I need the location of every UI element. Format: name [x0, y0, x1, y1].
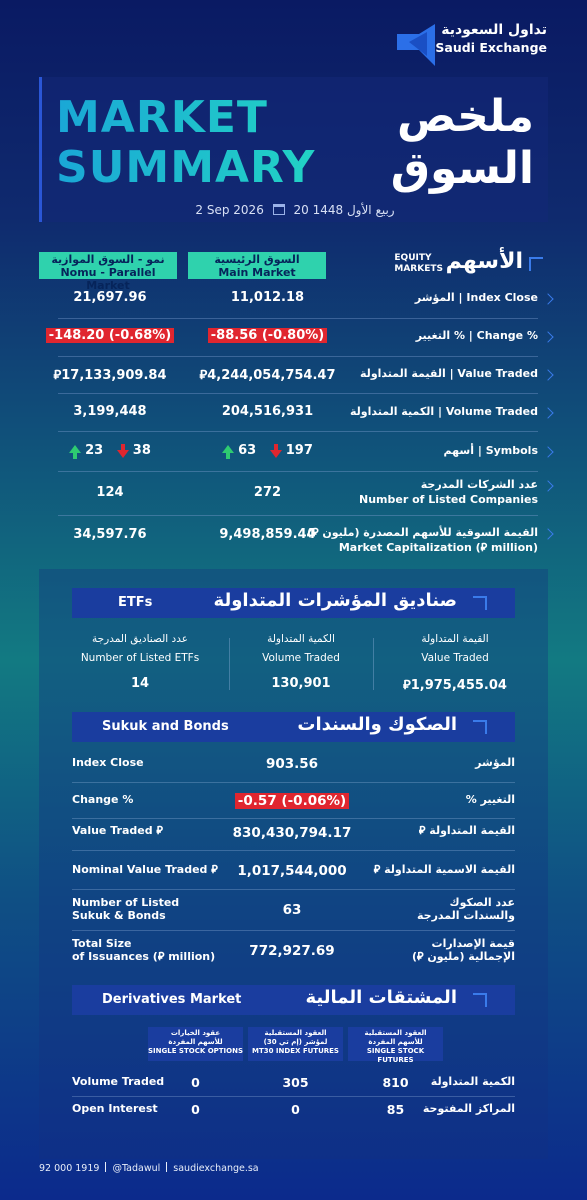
sukuk-issuances-en-l1: Total Size: [72, 937, 132, 950]
main-change-value: [190, 328, 345, 343]
nomu-volume: 3,199,448: [73, 404, 147, 419]
equity-row-listed: [58, 472, 538, 516]
etf-col-listed: [70, 633, 210, 691]
arrow-up-icon: [69, 445, 81, 453]
bullet-icon: [542, 446, 553, 457]
equity-row-symbols: [58, 432, 538, 472]
footer-social[interactable]: @Tadawul: [112, 1163, 161, 1174]
main-symbols: [190, 443, 345, 458]
sukuk-value-traded-en: Value Traded ⃁: [72, 824, 163, 837]
sukuk-listed-en-l1: Number of Listed: [72, 896, 180, 909]
deriv-volume-mt30: 305: [282, 1075, 309, 1090]
sukuk-nominal-value: 1,017,544,000: [237, 863, 347, 879]
deriv-oi-mt30: 0: [291, 1102, 300, 1117]
sukuk-listed-ar-l2: والسندات المدرجة: [417, 909, 515, 922]
sukuk-row-value-traded: [72, 824, 515, 844]
nomu-value-traded: ⃁17,133,909.84: [53, 368, 167, 383]
sukuk-listed-en: [72, 896, 179, 922]
brand-name-en: Saudi Exchange: [435, 40, 547, 55]
equity-title-en-l1: EQUITY: [394, 253, 432, 263]
nomu-change-value: [40, 328, 180, 343]
title-panel: [39, 77, 548, 222]
etfs-title-en: ETFs: [118, 595, 153, 610]
etfs-title-bar: [72, 588, 515, 618]
sukuk-issuances-ar-l2: الإجمالية (مليون ⃁): [411, 950, 515, 963]
sukuk-title-en: Sukuk and Bonds: [102, 719, 229, 734]
value-traded-label: القيمة المتداولة | Value Traded: [360, 367, 538, 380]
main-change-badge: -88.56 (-0.80%): [208, 328, 327, 343]
sukuk-value-traded-value: 830,430,794.17: [232, 825, 352, 841]
date-gregorian: 2 Sep 2026: [195, 203, 264, 217]
chip-mt30-index-futures: [248, 1027, 343, 1061]
nomu-change-badge: -148.20 (-0.68%): [46, 328, 174, 343]
section-arrow-icon: [529, 257, 543, 271]
mcap-label-ar: القيمة السوقية للأسهم المصدرة (مليون ⃁): [306, 526, 538, 539]
title-ar: [391, 91, 534, 195]
chip-options-en: SINGLE STOCK OPTIONS: [148, 1047, 244, 1055]
divider: [72, 930, 515, 931]
derivatives-row-volume: [72, 1075, 515, 1093]
listed-label: [359, 477, 538, 507]
title-ar-line1: ملخص: [397, 91, 534, 142]
chip-futures-en: SINGLE STOCK FUTURES: [366, 1047, 425, 1064]
sukuk-value-traded-ar: القيمة المتداولة ⃁: [418, 824, 515, 837]
date-row: [42, 203, 548, 217]
deriv-oi-futures: 85: [386, 1102, 405, 1117]
footer-phone[interactable]: 92 000 1919: [39, 1163, 100, 1174]
arrow-down-icon: [117, 450, 129, 458]
divider: [373, 638, 374, 690]
etf-col-value: [385, 633, 525, 693]
chip-futures-ar1: العقود المستقبلية: [364, 1029, 427, 1037]
etf-listed-ar: عدد الصناديق المدرجة: [92, 633, 188, 645]
chip-mt30-ar2: لمؤشر (إم تي 30): [263, 1038, 328, 1046]
main-listed: 272: [253, 485, 282, 500]
sukuk-issuances-ar: [412, 937, 515, 963]
divider: [72, 889, 515, 890]
deriv-volume-options: 0: [191, 1075, 200, 1090]
chip-mt30-en: MT30 INDEX FUTURES: [252, 1047, 339, 1055]
etf-col-volume: [231, 633, 371, 691]
column-header-nomu: [39, 252, 177, 292]
sukuk-title-bar: [72, 712, 515, 742]
etf-value-ar: القيمة المتداولة: [421, 633, 489, 645]
sukuk-issuances-value: 772,927.69: [249, 943, 335, 959]
equity-row-volume: [58, 394, 538, 432]
calendar-icon: [273, 204, 285, 215]
divider: [72, 782, 515, 783]
derivatives-title-ar: المشتقات المالية: [305, 987, 457, 1008]
mcap-label: [307, 525, 538, 555]
nomu-mcap: 34,597.76: [73, 527, 147, 542]
title-ar-line2: السوق: [390, 143, 534, 194]
brand-logo: [397, 22, 547, 68]
footer: [39, 1162, 259, 1174]
sukuk-change-en: Change %: [72, 793, 134, 806]
main-down-count: 197: [285, 443, 313, 458]
section-arrow-icon: [473, 720, 487, 734]
nomu-index-value: 21,697.96: [73, 290, 147, 305]
chip-single-stock-futures: [348, 1027, 443, 1064]
bullet-icon: [542, 293, 553, 304]
divider: [72, 818, 515, 819]
deriv-oi-ar: المراكز المفتوحة: [422, 1102, 515, 1115]
listed-label-ar: عدد الشركات المدرجة: [420, 478, 538, 491]
deriv-oi-en: Open Interest: [72, 1102, 158, 1115]
divider: [72, 1096, 515, 1097]
volume-label: الكمية المتداولة | Volume Traded: [349, 405, 538, 418]
derivatives-title-bar: [72, 985, 515, 1015]
bullet-icon: [542, 528, 553, 539]
sukuk-index-en: Index Close: [72, 756, 144, 769]
sukuk-nominal-ar: القيمة الاسمية المتداولة ⃁: [373, 863, 515, 876]
title-en-line1: MARKET: [56, 92, 268, 143]
etf-volume-ar: الكمية المتداولة: [267, 633, 335, 645]
main-label-en: Main Market: [218, 266, 296, 279]
deriv-oi-options: 0: [191, 1102, 200, 1117]
column-header-main: [188, 252, 326, 279]
deriv-volume-futures: 810: [382, 1075, 409, 1090]
equity-row-change: [48, 319, 538, 357]
main-index-value: 11,012.18: [230, 290, 305, 305]
sukuk-nominal-en: Nominal Value Traded ⃁: [72, 863, 218, 876]
footer-website-link[interactable]: saudiexchange.sa: [173, 1163, 259, 1174]
main-up-count: 63: [238, 443, 257, 458]
etf-volume-en: Volume Traded: [262, 652, 340, 664]
sukuk-row-index: [72, 756, 515, 776]
sukuk-listed-value: 63: [282, 902, 302, 918]
sukuk-change-value: [212, 793, 372, 809]
equity-title-en: [394, 253, 443, 275]
chip-options-ar1: عقود الخيارات: [170, 1029, 221, 1037]
sukuk-issuances-ar-l1: قيمة الإصدارات: [431, 937, 515, 950]
section-arrow-icon: [473, 596, 487, 610]
etf-volume-value: 130,901: [271, 676, 331, 691]
arrow-up-icon: [222, 445, 234, 453]
main-mcap: 9,498,859.44: [219, 527, 316, 542]
nomu-label-ar: نمو - السوق الموازية: [51, 253, 165, 266]
sukuk-listed-ar-l1: عدد الصكوك: [449, 896, 515, 909]
nomu-up-count: 23: [85, 443, 104, 458]
sukuk-listed-ar: [417, 896, 515, 922]
nomu-listed: 124: [96, 485, 124, 500]
deriv-volume-en: Volume Traded: [72, 1075, 165, 1088]
listed-label-en: Number of Listed Companies: [358, 493, 538, 506]
main-volume: 204,516,931: [221, 404, 314, 419]
equity-row-index: [58, 283, 538, 319]
chip-single-stock-options: [148, 1027, 243, 1061]
sukuk-row-listed: [72, 896, 515, 924]
title-en: [56, 93, 315, 193]
sukuk-change-badge: -0.57 (-0.06%): [235, 793, 349, 809]
bullet-icon: [542, 480, 553, 491]
etf-value-en: Value Traded: [421, 652, 489, 664]
sukuk-change-ar: التغيير %: [465, 793, 515, 806]
bullet-icon: [542, 331, 553, 342]
sukuk-issuances-en: [72, 937, 215, 963]
equity-title-ar: الأسهم: [445, 249, 523, 274]
chip-futures-ar2: للأسهم المفردة: [368, 1038, 423, 1046]
sukuk-row-nominal: [72, 863, 515, 883]
arrow-down-icon: [270, 450, 282, 458]
symbols-label: أسهم | Symbols: [443, 444, 538, 457]
change-label: التغيير % | Change %: [415, 329, 538, 342]
etf-listed-en: Number of Listed ETFs: [80, 652, 200, 664]
divider: [229, 638, 230, 690]
sukuk-index-value: 903.56: [265, 756, 319, 772]
nomu-symbols: [40, 443, 180, 458]
equity-row-mcap: [58, 516, 538, 560]
sukuk-issuances-en-l2: of Issuances (⃁ million): [72, 950, 216, 963]
bullet-icon: [542, 407, 553, 418]
equity-title-en-l2: MARKETS: [394, 264, 443, 274]
sukuk-row-issuances: [72, 937, 515, 965]
nomu-down-count: 38: [132, 443, 151, 458]
main-value-traded: ⃁4,244,054,754.47: [199, 368, 336, 383]
divider: [72, 850, 515, 851]
bullet-icon: [542, 369, 553, 380]
etf-value-value: ⃁1,975,455.04: [403, 678, 507, 693]
section-arrow-icon: [473, 993, 487, 1007]
equity-row-value-traded: [53, 357, 538, 394]
deriv-volume-ar: الكمية المتداولة: [430, 1075, 515, 1088]
divider: [105, 1162, 106, 1172]
divider: [166, 1162, 167, 1172]
sukuk-index-ar: المؤشر: [475, 756, 515, 769]
equity-section-title: [343, 249, 543, 279]
index-label: المؤشر | Index Close: [414, 291, 538, 304]
sukuk-row-change: [72, 793, 515, 813]
mcap-label-en: Market Capitalization (⃁ million): [338, 541, 538, 554]
etf-listed-value: 14: [130, 676, 150, 691]
date-hijri: 20 ربيع الأول 1448: [293, 203, 395, 217]
nomu-label-en: Nomu - Parallel Market: [60, 266, 156, 292]
chip-options-ar2: للأسهم المفردة: [168, 1038, 223, 1046]
chip-mt30-ar1: العقود المستقبلية: [264, 1029, 327, 1037]
brand-name-ar: تداول السعودية: [441, 22, 547, 38]
derivatives-title-en: Derivatives Market: [102, 992, 242, 1007]
etfs-title-ar: صناديق المؤشرات المتداولة: [213, 590, 457, 611]
sukuk-title-ar: الصكوك والسندات: [297, 714, 457, 735]
main-label-ar: السوق الرئيسية: [214, 253, 300, 266]
title-en-line2: SUMMARY: [56, 142, 316, 193]
derivatives-row-open-interest: [72, 1102, 515, 1120]
saudi-exchange-logo-icon: [397, 24, 435, 66]
sukuk-listed-en-l2: Sukuk & Bonds: [72, 909, 166, 922]
